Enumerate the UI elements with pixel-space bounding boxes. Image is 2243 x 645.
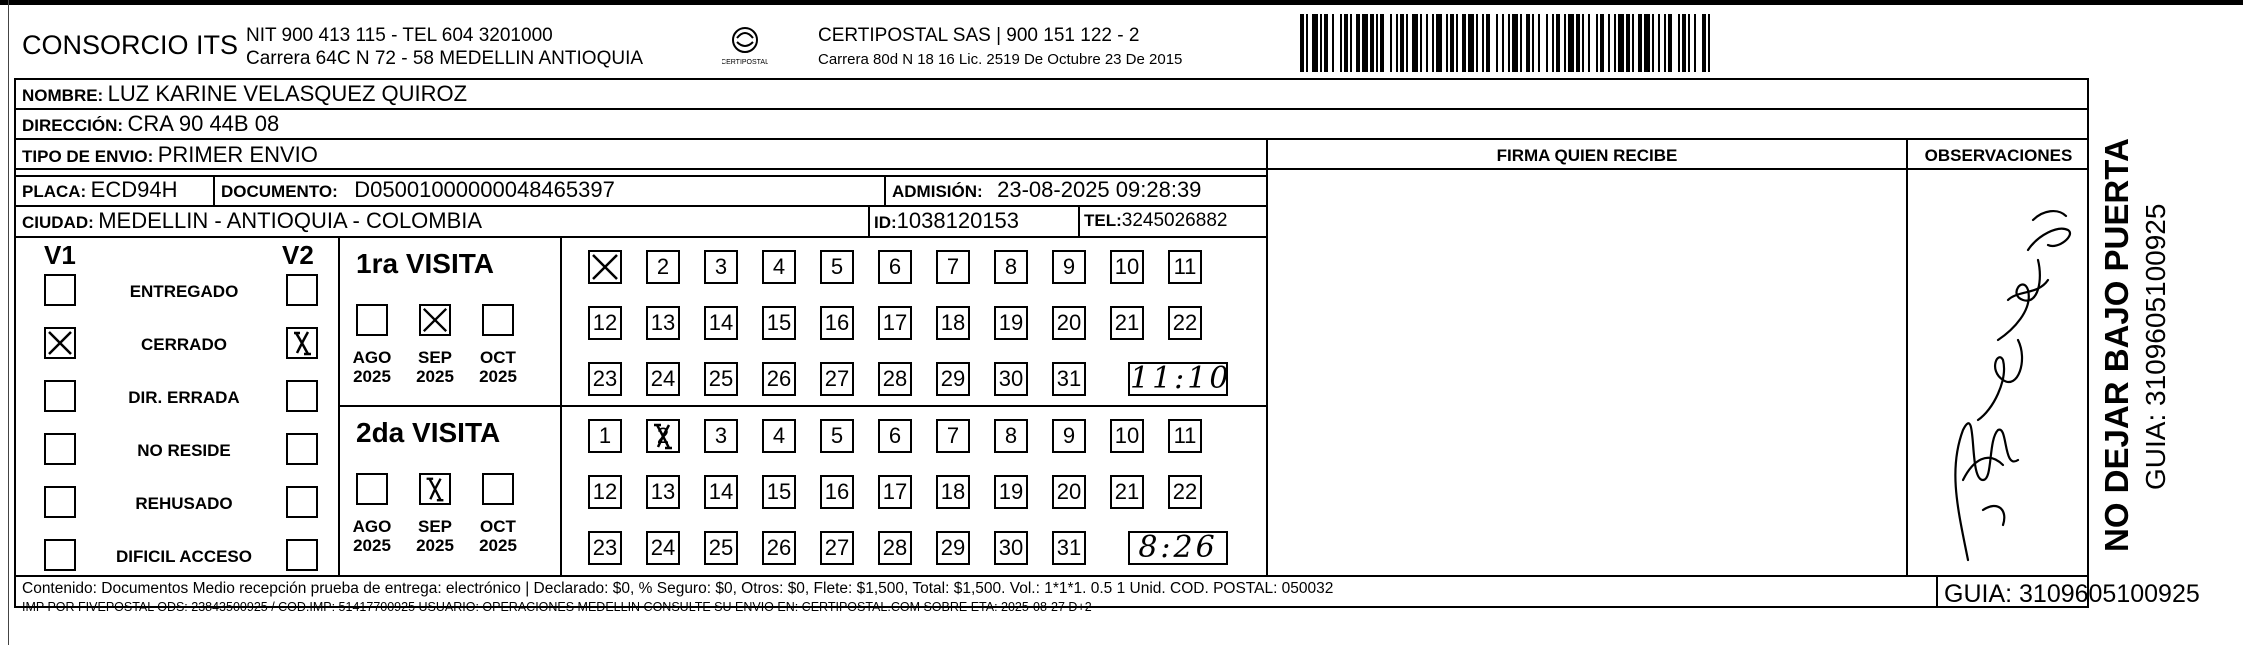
day-cell[interactable]: 19: [994, 306, 1028, 340]
day-cell[interactable]: 16: [820, 475, 854, 509]
tipo-value: PRIMER ENVIO: [157, 142, 318, 167]
v2-checkbox[interactable]: [286, 486, 318, 518]
day-cell[interactable]: 8: [994, 250, 1028, 284]
placa-field: [22, 178, 177, 205]
v1-checkbox[interactable]: [44, 486, 76, 518]
observaciones-header: OBSERVACIONES: [1924, 146, 2073, 165]
status-label: ENTREGADO: [129, 282, 239, 301]
col-line: [1266, 138, 1268, 575]
handwritten-signature: [1908, 180, 2088, 570]
day-cell[interactable]: 22: [1168, 475, 1202, 509]
day-cell[interactable]: 29: [936, 531, 970, 565]
month-checkbox[interactable]: [356, 304, 388, 336]
v1-checkbox[interactable]: [44, 274, 76, 306]
nombre-value: LUZ KARINE VELASQUEZ QUIROZ: [107, 81, 468, 106]
v2-checkbox[interactable]: [286, 274, 318, 306]
month-checkbox[interactable]: [482, 304, 514, 336]
day-cell[interactable]: 27: [820, 362, 854, 396]
month-label: [405, 517, 465, 555]
status-label: REHUSADO: [135, 494, 233, 513]
day-cell[interactable]: 9: [1052, 419, 1086, 453]
day-cell[interactable]: 13: [646, 306, 680, 340]
day-cell[interactable]: 30: [994, 531, 1028, 565]
day-cell[interactable]: 31: [1052, 531, 1086, 565]
v1-checkbox[interactable]: [44, 539, 76, 571]
day-cell[interactable]: 13: [646, 475, 680, 509]
month-checkbox[interactable]: [419, 304, 451, 336]
day-cell[interactable]: 2: [646, 250, 680, 284]
footer-guia: GUIA: 3109605100925: [1944, 580, 2200, 608]
day-cell[interactable]: 26: [762, 531, 796, 565]
visit-title: 2da VISITA: [356, 417, 501, 448]
courier-name: CERTIPOSTAL SAS | 900 151 122 - 2: [818, 25, 1140, 46]
month-label: [342, 517, 402, 555]
day-cell[interactable]: 15: [762, 306, 796, 340]
month-year: 2025: [353, 536, 391, 555]
day-cell[interactable]: 20: [1052, 306, 1086, 340]
day-cell[interactable]: 11: [1168, 419, 1202, 453]
month-name: SEP: [417, 517, 453, 536]
footer-impresion: IMP POR FIVEPOSTAL ODS: 23843500925 / COD.IMP: 51417700925 USUARIO: OPERACIONES MEDELLIN CONSULTE SU ENVIO EN: CERTIPOSTAL.COM SOBRE ETA: 2025-08-27 D+2: [22, 600, 1092, 614]
month-year: 2025: [416, 536, 454, 555]
day-cell[interactable]: 18: [936, 475, 970, 509]
footer-contenido: Contenido: Documentos Medio recepción prueba de entrega: electrónico | Declarado: $0, % Seguro: $0, Otros: $0, Flete: $1,500, Total: $1,500. Vol.: 1*1*1. 0.5 1 Unid. COD. POSTAL: 050032: [22, 580, 1334, 597]
day-cell[interactable]: 16: [820, 306, 854, 340]
day-cell[interactable]: 1: [588, 419, 622, 453]
month-checkbox[interactable]: [419, 473, 451, 505]
month-label: [468, 517, 528, 555]
no-dejar-warning: NO DEJAR BAJO PUERTA: [2098, 138, 2135, 552]
day-cell[interactable]: 24: [646, 531, 680, 565]
documento-label: DOCUMENTO:: [221, 182, 338, 201]
courier-info: [818, 24, 1182, 72]
month-name: AGO: [352, 517, 392, 536]
v2-checkbox[interactable]: [286, 433, 318, 465]
direccion-value: CRA 90 44B 08: [127, 111, 280, 136]
day-cell[interactable]: 6: [878, 419, 912, 453]
ciudad-value: MEDELLIN - ANTIOQUIA - COLOMBIA: [98, 208, 483, 233]
day-cell[interactable]: 28: [878, 362, 912, 396]
month-name: OCT: [480, 517, 516, 536]
row-line: [14, 575, 2089, 577]
ciudad-field: [22, 209, 482, 236]
barcode: [1300, 14, 1930, 72]
day-number: 2: [656, 423, 670, 448]
day-cell[interactable]: 22: [1168, 306, 1202, 340]
col-line: [1078, 205, 1080, 236]
month-year: 2025: [479, 536, 517, 555]
day-cell[interactable]: 4: [762, 250, 796, 284]
month-label: [342, 348, 402, 386]
month-name: AGO: [352, 348, 392, 367]
day-cell[interactable]: 14: [704, 475, 738, 509]
admision-value: 23-08-2025 09:28:39: [997, 177, 1202, 202]
month-checkbox[interactable]: [356, 473, 388, 505]
day-cell[interactable]: 5: [820, 419, 854, 453]
tel-field: [1084, 209, 1227, 234]
day-cell[interactable]: 11: [1168, 250, 1202, 284]
month-name: OCT: [480, 348, 516, 367]
admision-field: [892, 178, 1201, 205]
id-label: ID:: [874, 213, 897, 232]
day-cell[interactable]: 20: [1052, 475, 1086, 509]
visit-title: 1ra VISITA: [356, 248, 494, 279]
day-cell[interactable]: 5: [820, 250, 854, 284]
col-line: [1936, 575, 1938, 608]
day-cell[interactable]: 31: [1052, 362, 1086, 396]
day-cell[interactable]: 4: [762, 419, 796, 453]
day-cell[interactable]: 8: [994, 419, 1028, 453]
day-cell[interactable]: 10: [1110, 419, 1144, 453]
day-cell[interactable]: 15: [762, 475, 796, 509]
day-cell[interactable]: 23: [588, 531, 622, 565]
day-cell[interactable]: [646, 419, 680, 453]
row-line: [14, 138, 2089, 140]
v1-checkbox[interactable]: [44, 433, 76, 465]
day-cell[interactable]: 23: [588, 362, 622, 396]
nombre-row: [22, 82, 467, 109]
month-year: 2025: [479, 367, 517, 386]
month-name: SEP: [417, 348, 453, 367]
id-value: 1038120153: [896, 208, 1020, 233]
month-year: 2025: [416, 367, 454, 386]
v2-checkbox[interactable]: [286, 327, 318, 359]
day-cell[interactable]: 17: [878, 306, 912, 340]
v2-checkbox[interactable]: [286, 380, 318, 412]
day-cell[interactable]: 21: [1110, 306, 1144, 340]
day-cell[interactable]: 27: [820, 531, 854, 565]
v1-header: V1: [44, 240, 76, 270]
day-cell[interactable]: 25: [704, 362, 738, 396]
documento-value: D05001000000048465397: [354, 177, 615, 202]
company-address: Carrera 64C N 72 - 58 MEDELLIN ANTIOQUIA: [246, 48, 644, 69]
day-cell[interactable]: 10: [1110, 250, 1144, 284]
status-label: DIFICIL ACCESO: [115, 547, 252, 566]
day-cell[interactable]: 12: [588, 475, 622, 509]
company-info: [246, 24, 643, 70]
admision-label: ADMISIÓN:: [892, 182, 983, 201]
day-cell[interactable]: 29: [936, 362, 970, 396]
col-line: [868, 205, 870, 236]
month-checkbox[interactable]: [482, 473, 514, 505]
status-label: CERRADO: [141, 335, 227, 354]
visit-divider: [338, 405, 1268, 407]
firma-header: FIRMA QUIEN RECIBE: [1496, 146, 1678, 165]
tel-label: TEL:: [1084, 211, 1122, 230]
col-line: [338, 236, 340, 575]
placa-label: PLACA:: [22, 182, 87, 201]
day-cell[interactable]: 14: [704, 306, 738, 340]
day-cell[interactable]: 28: [878, 531, 912, 565]
day-cell[interactable]: 7: [936, 250, 970, 284]
certipostal-logo: [722, 24, 768, 70]
tipo-label: TIPO DE ENVIO:: [22, 147, 154, 166]
v2-checkbox[interactable]: [286, 539, 318, 571]
row-line: [14, 236, 1268, 238]
v1-checkbox[interactable]: [44, 380, 76, 412]
col-line: [213, 175, 215, 205]
month-label: [405, 348, 465, 386]
day-cell[interactable]: 24: [646, 362, 680, 396]
day-cell[interactable]: [588, 250, 622, 284]
day-cell[interactable]: 19: [994, 475, 1028, 509]
tipo-row: [22, 143, 318, 170]
status-label: DIR. ERRADA: [128, 388, 240, 407]
logo-text: CERTIPOSTAL: [722, 59, 768, 66]
row-line: [14, 168, 2089, 170]
day-cell[interactable]: 30: [994, 362, 1028, 396]
day-cell[interactable]: 3: [704, 250, 738, 284]
direccion-row: [22, 112, 279, 139]
month-label: [468, 348, 528, 386]
day-cell[interactable]: 26: [762, 362, 796, 396]
direccion-label: DIRECCIÓN:: [22, 116, 124, 135]
col-line: [884, 175, 886, 205]
side-guia: GUIA: 3109605100925: [2140, 203, 2171, 490]
nombre-label: NOMBRE:: [22, 86, 104, 105]
documento-field: [221, 178, 615, 205]
status-label: NO RESIDE: [137, 441, 231, 460]
placa-value: ECD94H: [90, 177, 178, 202]
col-line: [560, 236, 562, 575]
day-cell[interactable]: 12: [588, 306, 622, 340]
courier-address: Carrera 80d N 18 16 Lic. 2519 De Octubre 23 De 2015: [818, 51, 1183, 68]
left-edge: [8, 0, 9, 645]
day-cell[interactable]: 25: [704, 531, 738, 565]
day-cell[interactable]: 9: [1052, 250, 1086, 284]
day-cell[interactable]: 18: [936, 306, 970, 340]
day-cell[interactable]: 3: [704, 419, 738, 453]
id-field: [874, 209, 1019, 236]
month-year: 2025: [353, 367, 391, 386]
v1-checkbox[interactable]: [44, 327, 76, 359]
ciudad-label: CIUDAD:: [22, 213, 94, 232]
day-cell[interactable]: 7: [936, 419, 970, 453]
top-border: [0, 0, 2243, 5]
day-cell[interactable]: 21: [1110, 475, 1144, 509]
day-cell[interactable]: 17: [878, 475, 912, 509]
v2-header: V2: [282, 240, 314, 270]
tel-value: 3245026882: [1121, 210, 1228, 231]
day-cell[interactable]: 6: [878, 250, 912, 284]
company-name: CONSORCIO ITS: [22, 30, 239, 60]
company-nit: NIT 900 413 115 - TEL 604 3201000: [246, 25, 553, 46]
visit-time[interactable]: 8:26: [1128, 531, 1228, 565]
visit-time[interactable]: 11:10: [1130, 361, 1232, 396]
